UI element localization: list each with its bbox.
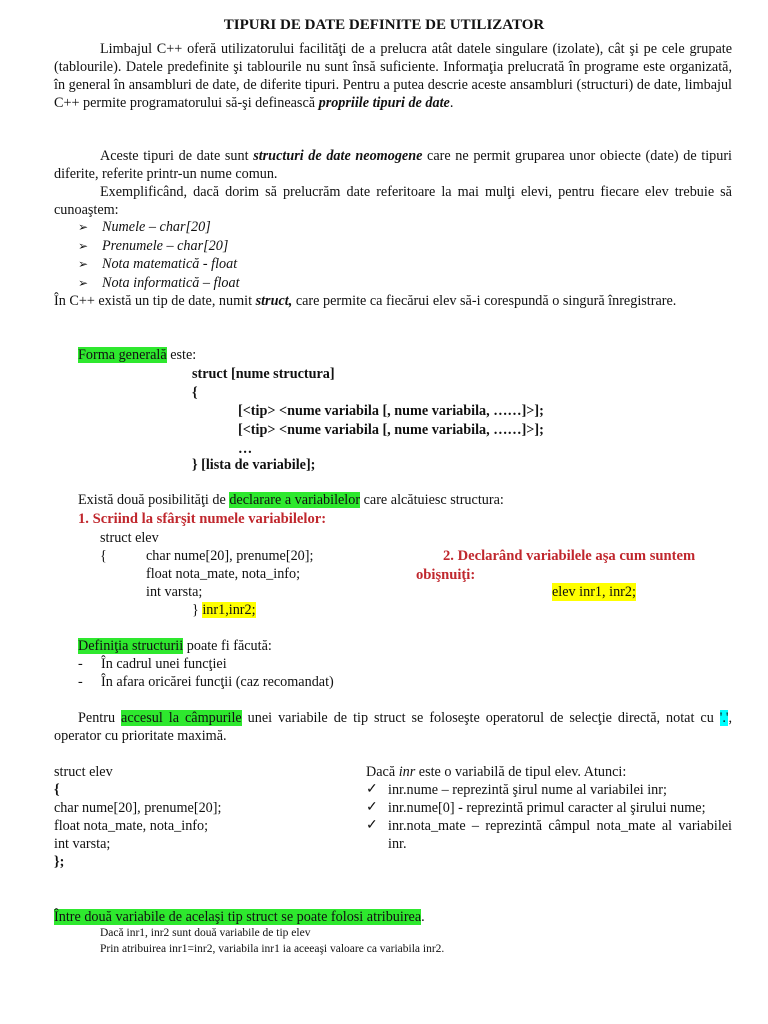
field-label: Prenumele – char[20]: [102, 237, 229, 254]
field-label: Nota matematică - float: [102, 256, 238, 272]
intro-paragraph-2: [54, 147, 732, 183]
definition-item: În cadrul unei funcţiei: [101, 656, 227, 672]
checkmark-icon: ✓: [366, 782, 378, 797]
example-item: inr.nota_mate – reprezintă câmpul nota_mate al variabilei inr.: [388, 818, 732, 852]
p2-start: Aceste tipuri de date sunt: [100, 148, 254, 164]
definition-item: În afara oricărei funcţii (caz recomandat): [101, 674, 334, 690]
declare-intro: [78, 491, 504, 509]
struct-keyword: struct,: [255, 293, 293, 309]
list-item: [78, 255, 240, 274]
list-item: [78, 237, 240, 256]
struct-text-end: care permite ca fiecărui elev să-i corespundă o singură înregistrare.: [292, 293, 677, 309]
general-form-after: este:: [166, 347, 197, 363]
field-label: Nota informatică – float: [102, 274, 240, 291]
field-label: Numele – char[20]: [102, 219, 211, 235]
access-example-list: [366, 781, 732, 853]
dash-bullet: -: [78, 656, 83, 672]
code-line: {: [100, 548, 107, 564]
syntax-line: struct [nume structura]: [192, 366, 335, 382]
dash-bullet: -: [78, 674, 83, 690]
code-line: char nume[20], prenume[20];: [146, 548, 314, 564]
code-line: [192, 601, 256, 619]
access-mid: unei variabile de tip struct se foloseşte operatorul de selecţie directă, notat cu: [241, 710, 720, 726]
example-intro: [366, 763, 626, 781]
arrow-bullet-icon: ➢: [78, 220, 89, 234]
access-end: , operator cu prioritate maximă.: [54, 710, 732, 744]
intro-period: .: [449, 95, 454, 111]
list-item: [366, 781, 732, 799]
general-form-label: Forma generală: [78, 347, 167, 363]
list-item: [366, 817, 732, 853]
assign-line-2: Prin atribuirea inr1=inr2, variabila inr1 ia aceeaşi valoare ca variabila inr2.: [100, 943, 445, 955]
list-item: [366, 799, 732, 817]
code-line: {: [54, 782, 60, 798]
definition-after: poate fi făcută:: [183, 638, 272, 654]
syntax-line: …: [238, 441, 253, 457]
general-form-heading: [78, 346, 196, 364]
assign-highlight: Între două variabile de acelaşi tip struct se poate folosi atribuirea: [54, 909, 422, 925]
intro-paragraph-3: Exemplificând, dacă dorim să prelucrăm date referitoare la mai mulţi elevi, pentru fiecare elev trebuie să cunoaştem:: [54, 184, 732, 218]
code-line: struct elev: [100, 530, 159, 546]
access-paragraph: [54, 709, 732, 745]
intro-paragraph-1: [54, 40, 732, 112]
access-highlight: accesul la câmpurile: [121, 710, 242, 726]
list-item: [78, 673, 334, 691]
access-before: Pentru: [78, 710, 122, 726]
p2-emphasis: structuri de date neomogene: [253, 148, 423, 164]
definition-highlight: Definiţia structurii: [78, 638, 184, 654]
p2-end: care ne permit gruparea unor obiecte (date) de tipuri diferite, referite printr-un nume comun.: [54, 148, 732, 182]
code-line: char nume[20], prenume[20];: [54, 800, 222, 816]
example-var: inr: [398, 764, 416, 780]
declare-before: Există două posibilităţi de: [78, 492, 230, 508]
syntax-line: } [lista de variabile];: [192, 457, 316, 473]
arrow-bullet-icon: ➢: [78, 238, 89, 253]
code-line: int varsta;: [146, 584, 203, 600]
arrow-bullet-icon: ➢: [78, 257, 89, 271]
struct-text-start: În C++ există un tip de date, numit: [54, 293, 256, 309]
syntax-line: {: [192, 385, 198, 401]
example-intro-start: Dacă: [366, 764, 399, 780]
syntax-line: [<tip> <nume variabila [, nume variabila, ……]>];: [238, 422, 544, 438]
code-line: };: [54, 854, 65, 870]
code-line: int varsta;: [54, 836, 111, 852]
syntax-line: [<tip> <nume variabila [, nume variabila, ……]>];: [238, 403, 544, 419]
checkmark-icon: ✓: [366, 818, 378, 833]
field-list: [78, 218, 240, 292]
variable-list: inr1,inr2;: [202, 602, 256, 618]
option-2-heading-cont: obişnuiţi:: [416, 567, 476, 583]
assign-period: .: [421, 909, 425, 925]
example-item: inr.nume[0] - reprezintă primul caracter al şirului nume;: [388, 800, 706, 816]
example-intro-end: este o variabilă de tipul elev. Atunci:: [415, 764, 627, 780]
code-line: float nota_mate, nota_info;: [54, 818, 209, 834]
code-line: struct elev: [54, 764, 113, 780]
list-item: [78, 218, 240, 237]
closing-brace: }: [192, 602, 199, 618]
definition-heading: [78, 637, 272, 655]
page-title: TIPURI DE DATE DEFINITE DE UTILIZATOR: [223, 17, 545, 33]
arrow-bullet-icon: ➢: [78, 275, 89, 290]
dot-operator: '.': [719, 710, 729, 726]
list-item: [78, 655, 227, 673]
intro-text: Limbajul C++ oferă utilizatorului facilităţi de a prelucra atât datele singulare (izolate), cât şi pe cele grupate (tablourile). Datele predefinite şi tablourile nu sunt însă suficiente. Informaţia prelucrată în programe este organizată, în general în ansambluri de date, de diferite tipuri. Pentru a putea descrie aceste ansambluri (structuri) de date, limbajul C++ permite programatorului să-şi definească: [54, 41, 732, 111]
declare-highlight: declarare a variabilelor: [229, 492, 361, 508]
assign-line-1: Dacă inr1, inr2 sunt două variabile de tip elev: [100, 927, 311, 939]
code-line: float nota_mate, nota_info;: [146, 566, 301, 582]
checkmark-icon: ✓: [366, 800, 378, 815]
option-2-code: elev inr1, inr2;: [552, 584, 636, 600]
example-item: inr.nume – reprezintă şirul nume al variabilei inr;: [388, 782, 667, 798]
intro-emphasis: propriile tipuri de date: [318, 95, 450, 111]
assign-heading: [54, 908, 425, 926]
list-item: [78, 274, 240, 293]
option-1-heading: 1. Scriind la sfârşit numele variabilelor:: [78, 511, 327, 527]
option-2-heading: 2. Declarând variabilele aşa cum suntem: [443, 548, 696, 564]
declare-after: care alcătuiesc structura:: [360, 492, 504, 508]
struct-paragraph: [54, 292, 732, 310]
